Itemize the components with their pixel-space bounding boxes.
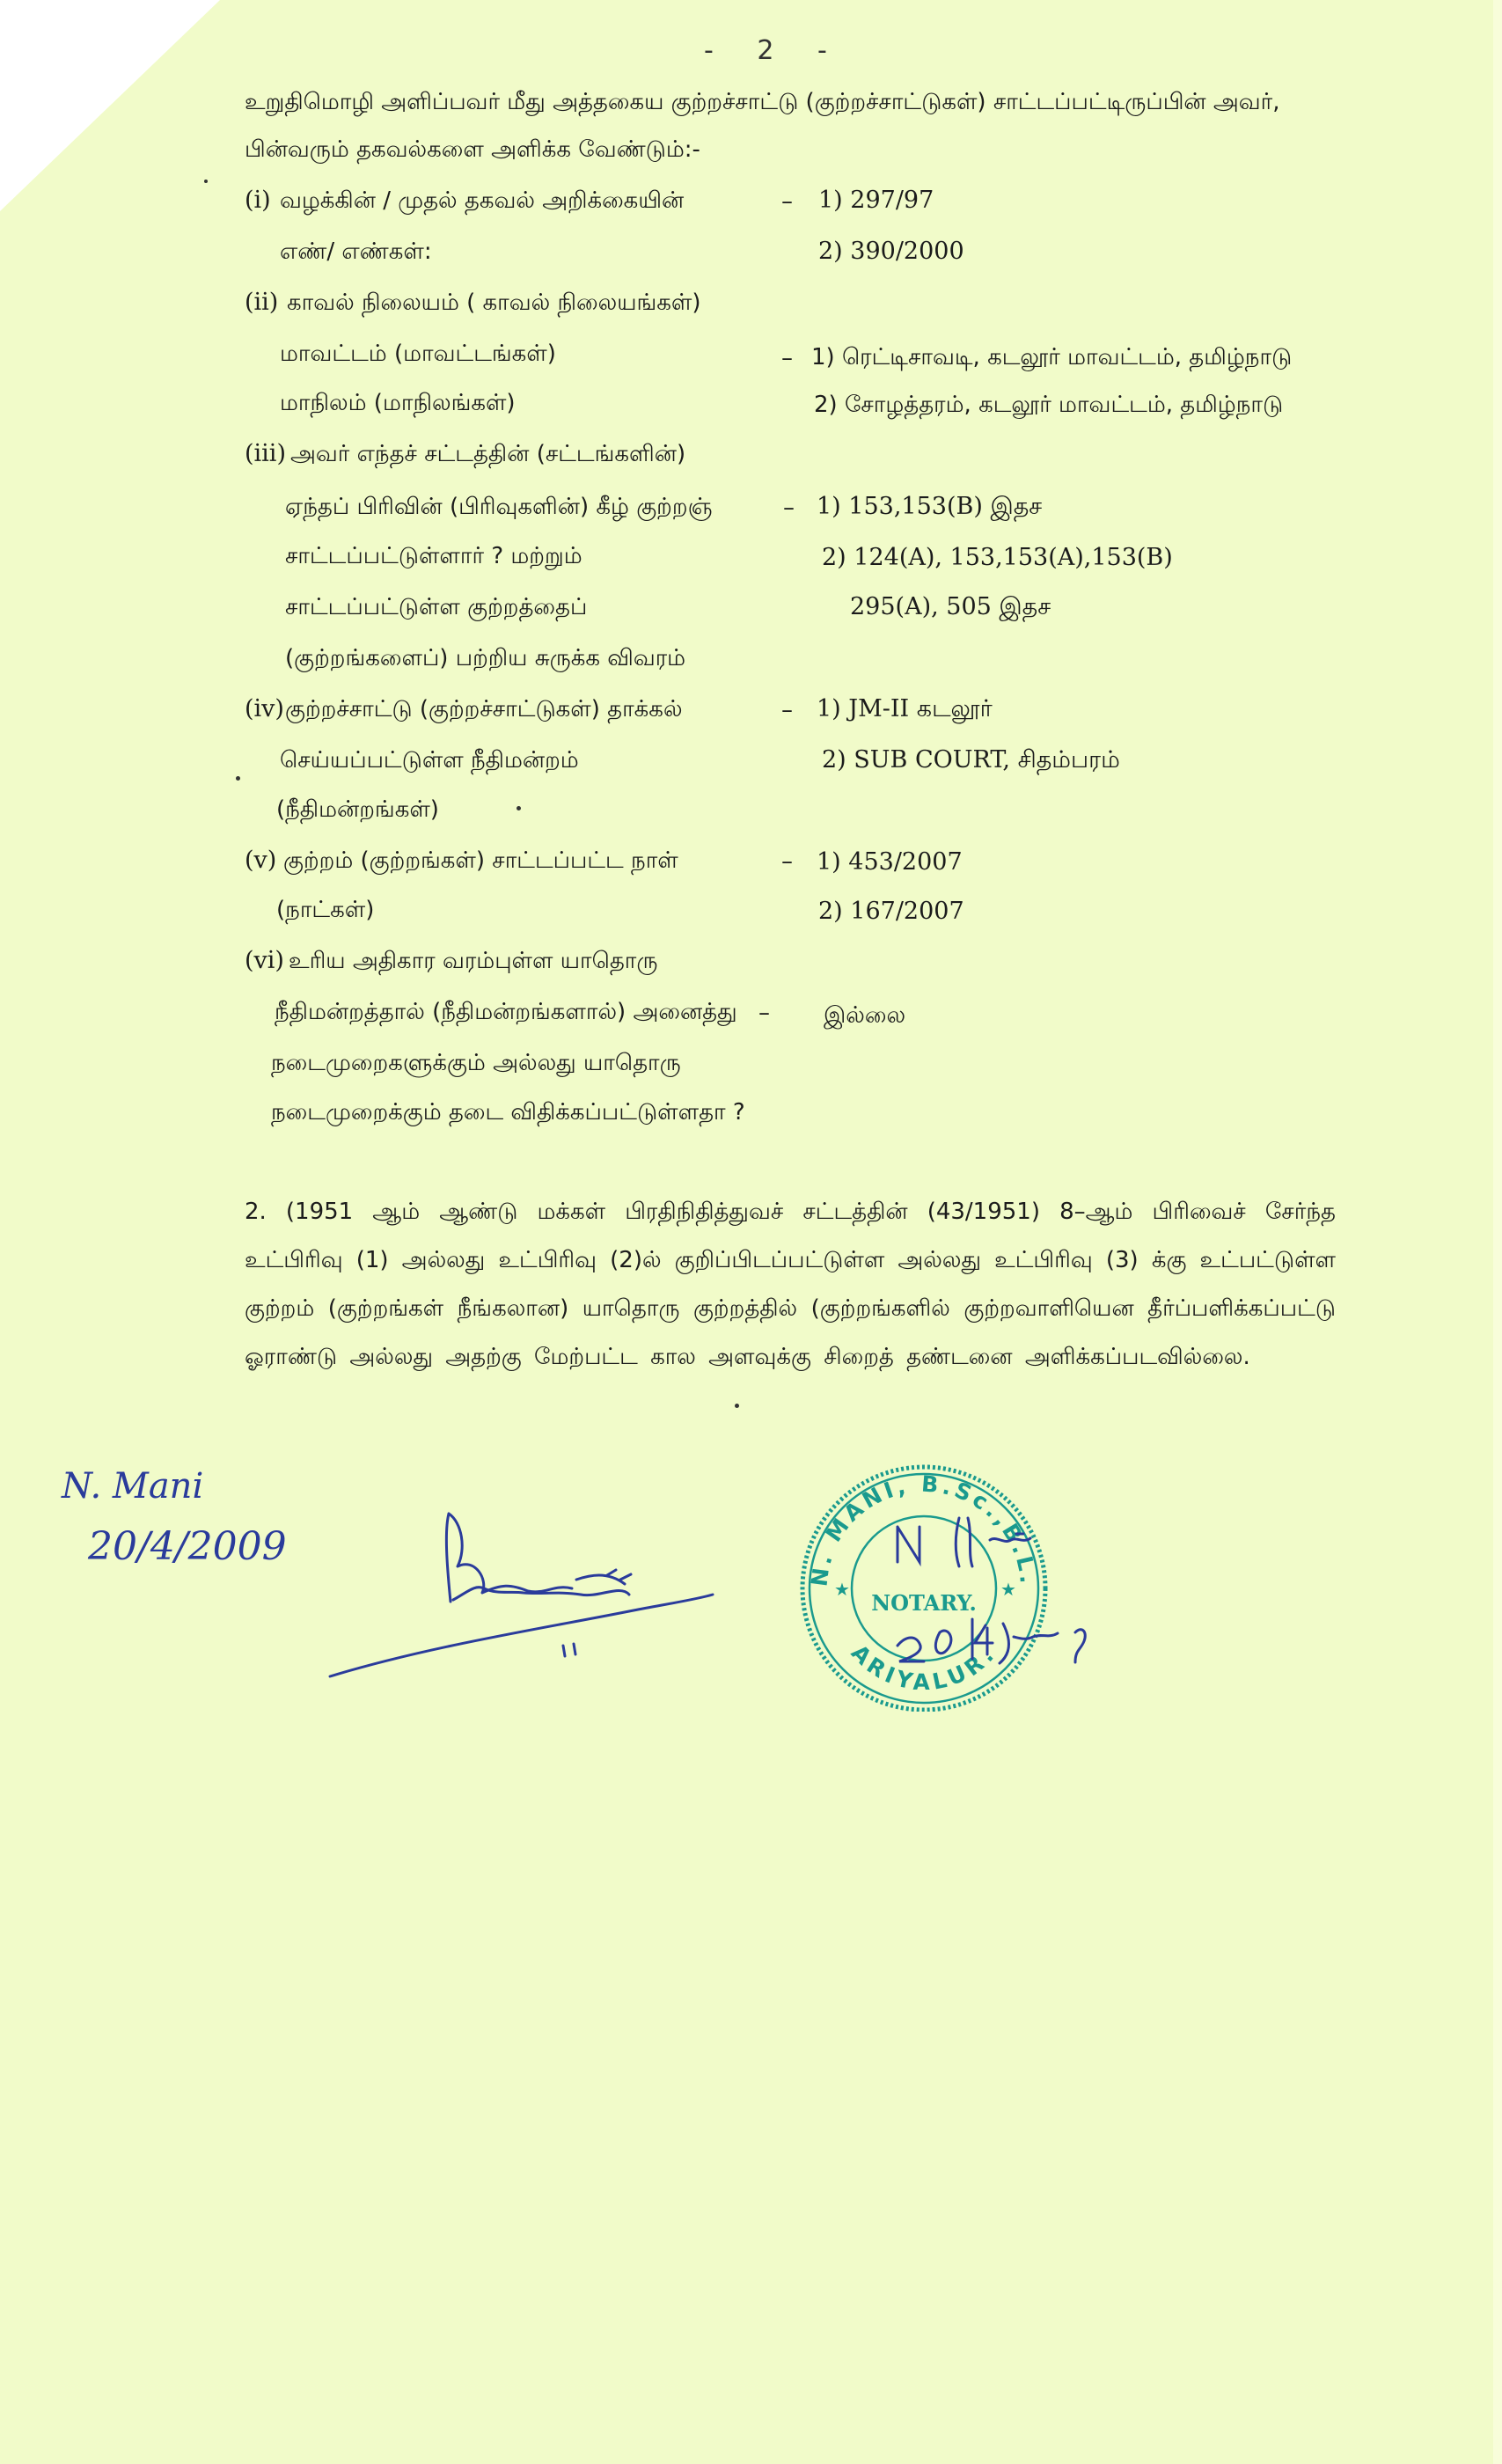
scan-speck bbox=[735, 1404, 739, 1408]
page-number: - 2 - bbox=[704, 35, 845, 66]
item-ii-value-2: 2) சோழத்தரம், கடலூர் மாவட்டம், தமிழ்நாடு bbox=[814, 392, 1284, 418]
item-v-dash: – bbox=[781, 848, 793, 875]
item-v-roman: (v) bbox=[245, 847, 277, 874]
item-ii-roman: (ii) bbox=[245, 289, 279, 316]
item-iv-value-1: 1) JM-II கடலூர் bbox=[817, 695, 993, 722]
item-v-value-2: 2) 167/2007 bbox=[818, 898, 964, 925]
item-vi-roman: (vi) bbox=[245, 947, 284, 974]
item-ii-label-3: மாநிலம் (மாநிலங்கள்) bbox=[280, 390, 516, 416]
item-iv-label-2: செய்யப்பட்டுள்ள நீதிமன்றம் bbox=[280, 747, 579, 774]
scan-edge bbox=[1493, 0, 1502, 2464]
item-i-label-1: வழக்கின் / முதல் தகவல் அறிக்கையின் bbox=[280, 187, 685, 214]
scan-speck bbox=[204, 180, 208, 183]
item-i-dash: – bbox=[781, 188, 793, 215]
notary-stamp bbox=[792, 1456, 1117, 1712]
intro-line-2: பின்வரும் தகவல்களை அளிக்க வேண்டும்:- bbox=[245, 136, 700, 163]
item-vi-label-3: நடைமுறைகளுக்கும் அல்லது யாதொரு bbox=[271, 1050, 681, 1076]
item-iii-value-2: 2) 124(A), 153,153(A),153(B) bbox=[822, 544, 1173, 571]
item-iii-label-1: அவர் எந்தச் சட்டத்தின் (சட்டங்களின்) bbox=[290, 441, 686, 467]
item-iii-label-3: சாட்டப்பட்டுள்ளார் ? மற்றும் bbox=[285, 543, 582, 569]
svg-text:N. MANI, B.Sc.,B.L. bbox=[806, 1471, 1041, 1588]
item-i-roman: (i) bbox=[245, 187, 271, 214]
stamp-center-text: NOTARY. bbox=[871, 1590, 977, 1616]
handwritten-notary-note bbox=[53, 1461, 343, 1575]
handwritten-name: N. Mani bbox=[62, 1466, 204, 1507]
item-ii-value-1: 1) ரெட்டிசாவடி, கடலூர் மாவட்டம், தமிழ்நாடு bbox=[811, 344, 1293, 370]
intro-line-1: உறுதிமொழி அளிப்பவர் மீது அத்தகைய குற்றச்சாட்டு (குற்றச்சாட்டுகள்) சாட்டப்பட்டிருப்பின் அவர், bbox=[245, 89, 1280, 115]
item-vi-dash: – bbox=[758, 1000, 770, 1026]
item-ii-dash: – bbox=[781, 345, 793, 371]
scan-speck bbox=[517, 806, 521, 810]
declaration-paragraph-2: 2. (1951 ஆம் ஆண்டு மக்கள் பிரதிநிதித்துவச் சட்டத்தின் (43/1951) 8–ஆம் பிரிவைச் சேர்ந்த உட்பிரிவு (1) அல்லது உட்பிரிவு (2)ல் குறிப்பிடப்பட்டுள்ள அல்லது உட்பிரிவு (3) க்கு உட்பட்டுள்ள குற்றம் (குற்றங்கள் நீங்கலான) யாதொரு குற்றத்தில் (குற்றங்களில் குற்றவாளியென தீர்ப்பளிக்கப்பட்டு ஓராண்டு அல்லது அதற்கு மேற்பட்ட கால அளவுக்கு சிறைத் தண்டனை அளிக்கப்படவில்லை. bbox=[245, 1199, 1336, 1370]
handwritten-date: 20/4/2009 bbox=[88, 1524, 287, 1569]
stamp-star-right: ★ bbox=[1000, 1579, 1016, 1600]
item-vi-label-1: உரிய அதிகார வரம்புள்ள யாதொரு bbox=[289, 948, 658, 974]
item-iv-roman: (iv) bbox=[245, 695, 284, 722]
item-i-label-2: எண்/ எண்கள்: bbox=[280, 238, 432, 265]
item-iii-roman: (iii) bbox=[245, 440, 286, 467]
item-iii-label-4: சாட்டப்பட்டுள்ள குற்றத்தைப் bbox=[285, 594, 588, 620]
item-vi-label-4: நடைமுறைக்கும் தடை விதிக்கப்பட்டுள்ளதா ? bbox=[271, 1099, 745, 1126]
item-iv-label-1: குற்றச்சாட்டு (குற்றச்சாட்டுகள்) தாக்கல் bbox=[285, 696, 683, 722]
item-vi-value: இல்லை bbox=[824, 1002, 906, 1029]
item-iv-value-2: 2) SUB COURT, சிதம்பரம் bbox=[822, 746, 1120, 774]
item-v-label-2: (நாட்கள்) bbox=[276, 897, 375, 923]
signature bbox=[326, 1496, 730, 1690]
item-ii-label-1: காவல் நிலையம் ( காவல் நிலையங்கள்) bbox=[287, 290, 701, 316]
stamp-bottom-arc: ARIYALUR. bbox=[846, 1639, 1002, 1696]
scan-speck bbox=[236, 776, 240, 781]
stamp-top-arc: N. MANI, B.Sc.,B.L. bbox=[806, 1470, 1042, 1588]
item-vi-label-2: நீதிமன்றத்தால் (நீதிமன்றங்களால்) அனைத்து bbox=[275, 999, 737, 1025]
item-i-value-2: 2) 390/2000 bbox=[818, 238, 964, 265]
item-iii-value-1: 1) 153,153(B) இதச bbox=[817, 493, 1043, 520]
item-v-value-1: 1) 453/2007 bbox=[817, 848, 963, 876]
svg-text:ARIYALUR. bbox=[846, 1639, 1001, 1695]
stamp-star-left: ★ bbox=[834, 1579, 850, 1600]
item-ii-label-2: மாவட்டம் (மாவட்டங்கள்) bbox=[280, 341, 556, 367]
item-iii-dash: – bbox=[783, 495, 795, 521]
item-iv-dash: – bbox=[781, 697, 793, 723]
item-iii-label-2: ஏந்தப் பிரிவின் (பிரிவுகளின்) கீழ் குற்றஞ் bbox=[285, 494, 713, 520]
item-iii-value-3: 295(A), 505 இதச bbox=[850, 593, 1051, 620]
item-i-value-1: 1) 297/97 bbox=[818, 187, 934, 214]
item-iii-label-5: (குற்றங்களைப்) பற்றிய சுருக்க விவரம் bbox=[285, 645, 686, 671]
item-iv-label-3: (நீதிமன்றங்கள்) bbox=[276, 796, 439, 823]
item-v-label-1: குற்றம் (குற்றங்கள்) சாட்டப்பட்ட நாள் bbox=[283, 847, 678, 874]
